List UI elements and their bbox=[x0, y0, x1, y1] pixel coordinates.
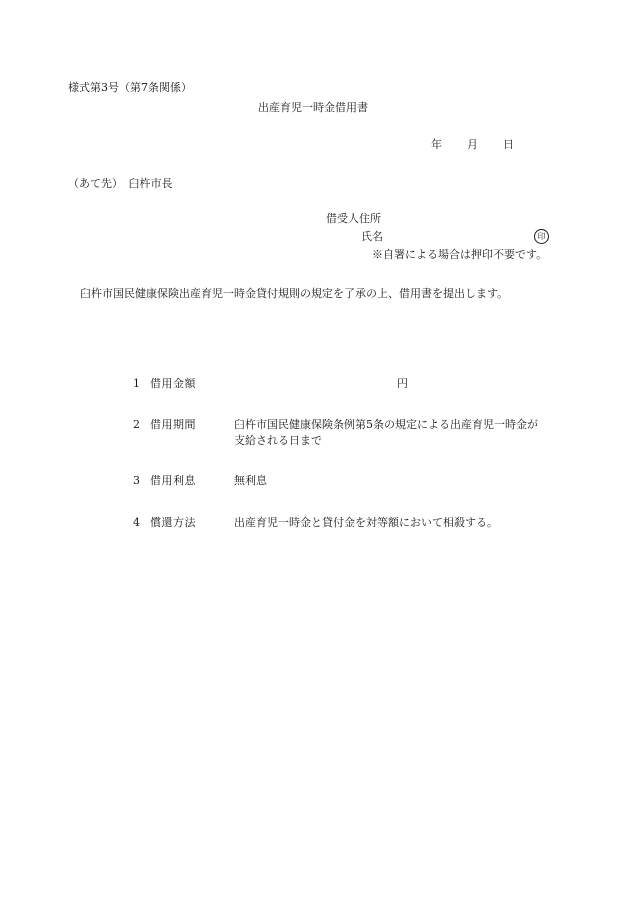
date-year-label: 年 bbox=[431, 138, 442, 151]
item-value-repayment: 出産育児一時金と貸付金を対等額において相殺する。 bbox=[234, 516, 498, 529]
borrower-name-label: 氏名 bbox=[361, 230, 383, 243]
addressee: （あて先） 臼杵市長 bbox=[68, 177, 173, 190]
item-label-amount: 借用金額 bbox=[150, 377, 196, 390]
item-value-period-line2: 支給される日まで bbox=[234, 434, 322, 447]
item-number: 1 bbox=[133, 377, 140, 390]
document-title: 出産育児一時金借用書 bbox=[258, 101, 368, 114]
statement: 臼杵市国民健康保険出産育児一時金貸付規則の規定を了承の上、借用書を提出します。 bbox=[80, 287, 509, 300]
form-number: 様式第3号（第7条関係） bbox=[68, 81, 192, 94]
item-number: 4 bbox=[133, 516, 140, 529]
item-value-interest: 無利息 bbox=[234, 474, 267, 487]
item-value-period-line1: 臼杵市国民健康保険条例第5条の規定による出産育児一時金が bbox=[234, 418, 538, 431]
item-value-amount-unit: 円 bbox=[397, 377, 408, 390]
date-day-label: 日 bbox=[503, 138, 514, 151]
item-label-repayment: 償還方法 bbox=[150, 516, 196, 529]
seal-mark: 印 bbox=[534, 229, 549, 244]
date-month-label: 月 bbox=[467, 138, 478, 151]
seal-note: ※自署による場合は押印不要です。 bbox=[372, 248, 548, 261]
item-number: 2 bbox=[133, 418, 140, 431]
item-label-interest: 借用利息 bbox=[150, 474, 196, 487]
borrower-address-label: 借受人住所 bbox=[326, 212, 381, 225]
item-number: 3 bbox=[133, 474, 140, 487]
item-label-period: 借用期間 bbox=[150, 418, 196, 431]
